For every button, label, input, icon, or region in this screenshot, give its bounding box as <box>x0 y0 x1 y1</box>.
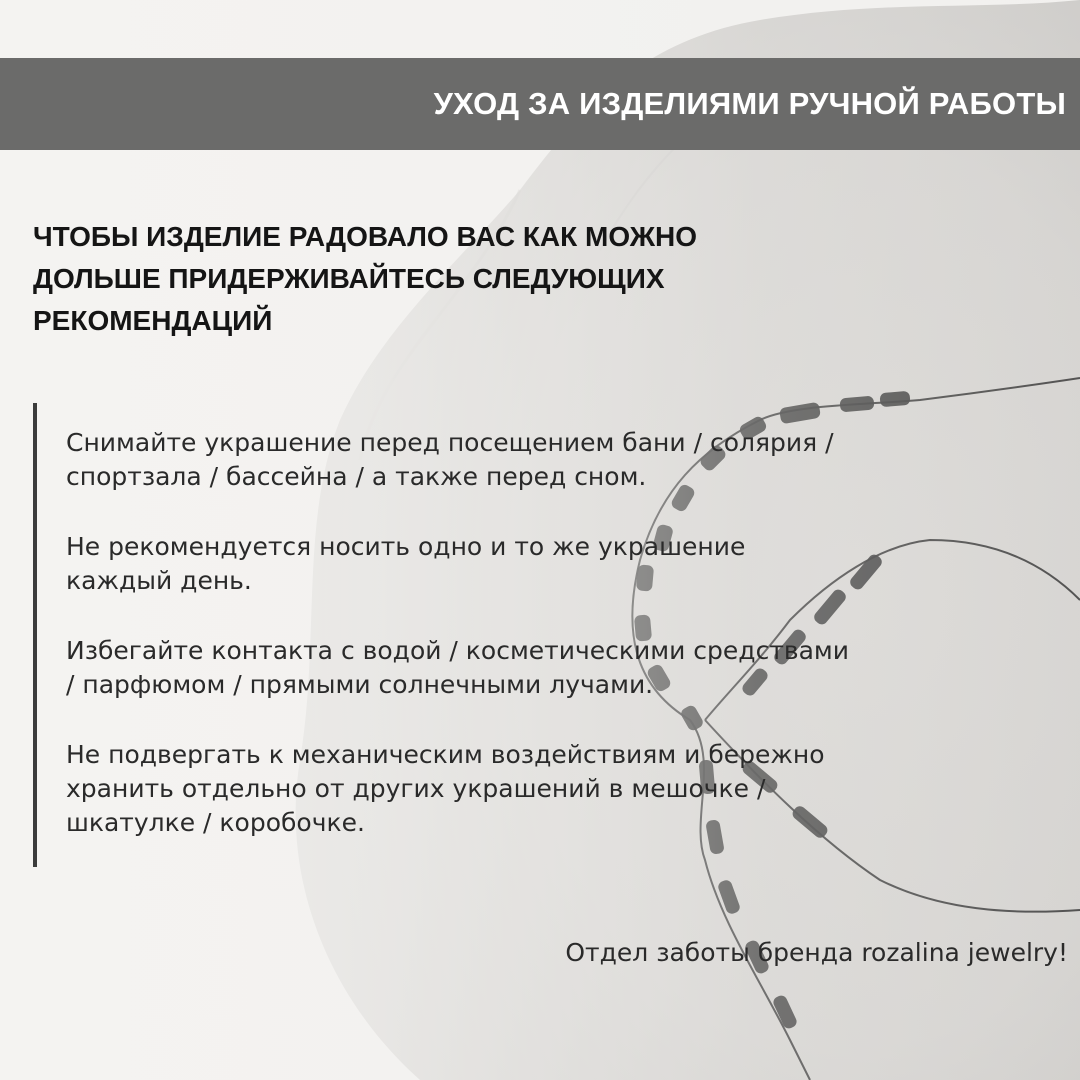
brand-signature: Отдел заботы бренда rozalina jewelry! <box>565 938 1068 967</box>
tip-line: Не рекомендуется носить одно и то же украшение <box>66 532 746 561</box>
intro-heading <box>33 216 853 342</box>
tip-line: Избегайте контакта с водой / косметическими средствами <box>66 636 850 665</box>
care-tip <box>66 530 966 598</box>
tip-line: каждый день. <box>66 566 252 595</box>
tip-line: шкатулке / коробочке. <box>66 808 365 837</box>
tip-line: / парфюмом / прямыми солнечными лучами. <box>66 670 654 699</box>
tip-line: Не подвергать к механическим воздействиям и бережно <box>66 740 825 769</box>
accent-rule <box>33 403 37 867</box>
intro-line: ДОЛЬШЕ ПРИДЕРЖИВАЙТЕСЬ СЛЕДУЮЩИХ <box>33 263 665 294</box>
care-tip <box>66 426 966 494</box>
header-title: УХОД ЗА ИЗДЕЛИЯМИ РУЧНОЙ РАБОТЫ <box>433 86 1066 121</box>
care-tip <box>66 634 966 702</box>
tip-line: хранить отдельно от других украшений в мешочке / <box>66 774 766 803</box>
intro-line: РЕКОМЕНДАЦИЙ <box>33 305 273 336</box>
care-tips-list <box>66 426 966 876</box>
care-tip <box>66 738 966 840</box>
intro-line: ЧТОБЫ ИЗДЕЛИЕ РАДОВАЛО ВАС КАК МОЖНО <box>33 221 698 252</box>
tip-line: Снимайте украшение перед посещением бани / солярия / <box>66 428 834 457</box>
tip-line: спортзала / бассейна / а также перед сном. <box>66 462 647 491</box>
